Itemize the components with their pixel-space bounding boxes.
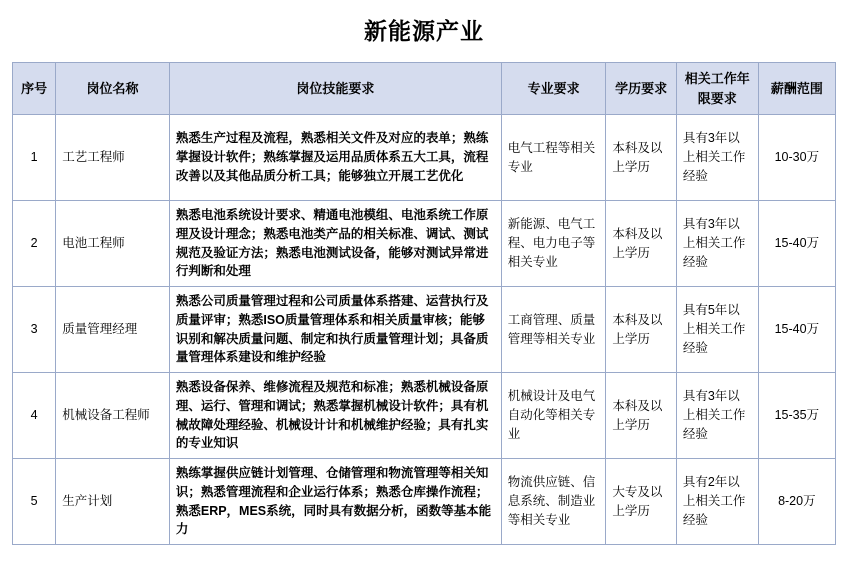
column-header-education: 学历要求 bbox=[606, 63, 676, 115]
cell-job-title: 工艺工程师 bbox=[56, 115, 170, 201]
column-header-salary: 薪酬范围 bbox=[758, 63, 835, 115]
cell-major: 机械设计及电气自动化等相关专业 bbox=[501, 373, 606, 459]
document-page bbox=[0, 13, 848, 574]
cell-job-title: 电池工程师 bbox=[56, 201, 170, 287]
cell-education: 本科及以上学历 bbox=[606, 287, 676, 373]
cell-salary: 8-20万 bbox=[758, 459, 835, 545]
cell-education: 本科及以上学历 bbox=[606, 201, 676, 287]
cell-index: 1 bbox=[13, 115, 56, 201]
table-row bbox=[13, 115, 836, 201]
cell-education: 大专及以上学历 bbox=[606, 459, 676, 545]
cell-index: 3 bbox=[13, 287, 56, 373]
cell-skills: 熟悉电池系统设计要求、精通电池模组、电池系统工作原理及设计理念；熟悉电池类产品的相关标准、调试、测试规范及验证方法；熟悉电池测试设备，能够对测试异常进行判断和处理 bbox=[169, 201, 501, 287]
table-body bbox=[13, 115, 836, 545]
cell-salary: 15-40万 bbox=[758, 287, 835, 373]
cell-experience: 具有5年以上相关工作经验 bbox=[676, 287, 758, 373]
cell-experience: 具有3年以上相关工作经验 bbox=[676, 115, 758, 201]
cell-index: 4 bbox=[13, 373, 56, 459]
cell-skills: 熟悉公司质量管理过程和公司质量体系搭建、运营执行及质量评审；熟悉ISO质量管理体系和相关质量审核；能够识别和解决质量问题、制定和执行质量管理计划；具备质量管理体系建设和维护经验 bbox=[169, 287, 501, 373]
cell-major: 新能源、电气工程、电力电子等相关专业 bbox=[501, 201, 606, 287]
column-header-job-title: 岗位名称 bbox=[56, 63, 170, 115]
page-title: 新能源产业 bbox=[364, 18, 484, 44]
cell-experience: 具有2年以上相关工作经验 bbox=[676, 459, 758, 545]
cell-experience: 具有3年以上相关工作经验 bbox=[676, 201, 758, 287]
table-row bbox=[13, 201, 836, 287]
cell-major: 物流供应链、信息系统、制造业等相关专业 bbox=[501, 459, 606, 545]
cell-major: 电气工程等相关专业 bbox=[501, 115, 606, 201]
cell-experience: 具有3年以上相关工作经验 bbox=[676, 373, 758, 459]
cell-job-title: 生产计划 bbox=[56, 459, 170, 545]
cell-skills: 熟练掌握供应链计划管理、仓储管理和物流管理等相关知识；熟悉管理流程和企业运行体系；熟悉仓库操作流程；熟悉ERP，MES系统，同时具有数据分析，函数等基本能力 bbox=[169, 459, 501, 545]
cell-job-title: 机械设备工程师 bbox=[56, 373, 170, 459]
cell-major: 工商管理、质量管理等相关专业 bbox=[501, 287, 606, 373]
table-row bbox=[13, 373, 836, 459]
column-header-skills: 岗位技能要求 bbox=[169, 63, 501, 115]
cell-skills: 熟悉生产过程及流程，熟悉相关文件及对应的表单；熟练掌握设计软件；熟练掌握及运用品质体系五大工具，流程改善以及其他品质分析工具；能够独立开展工艺优化 bbox=[169, 115, 501, 201]
cell-salary: 10-30万 bbox=[758, 115, 835, 201]
cell-education: 本科及以上学历 bbox=[606, 115, 676, 201]
table-header-row bbox=[13, 63, 836, 115]
cell-salary: 15-35万 bbox=[758, 373, 835, 459]
cell-education: 本科及以上学历 bbox=[606, 373, 676, 459]
column-header-major: 专业要求 bbox=[501, 63, 606, 115]
cell-skills: 熟悉设备保养、维修流程及规范和标准；熟悉机械设备原理、运行、管理和调试；熟悉掌握机械设计软件；具有机械故障处理经验、机械设计计和机械维护经验；具有扎实的专业知识 bbox=[169, 373, 501, 459]
cell-job-title: 质量管理经理 bbox=[56, 287, 170, 373]
column-header-index: 序号 bbox=[13, 63, 56, 115]
cell-index: 5 bbox=[13, 459, 56, 545]
table-header bbox=[13, 63, 836, 115]
cell-salary: 15-40万 bbox=[758, 201, 835, 287]
table-row bbox=[13, 459, 836, 545]
table-row bbox=[13, 287, 836, 373]
cell-index: 2 bbox=[13, 201, 56, 287]
job-requirements-table bbox=[12, 62, 836, 545]
column-header-experience: 相关工作年限要求 bbox=[676, 63, 758, 115]
